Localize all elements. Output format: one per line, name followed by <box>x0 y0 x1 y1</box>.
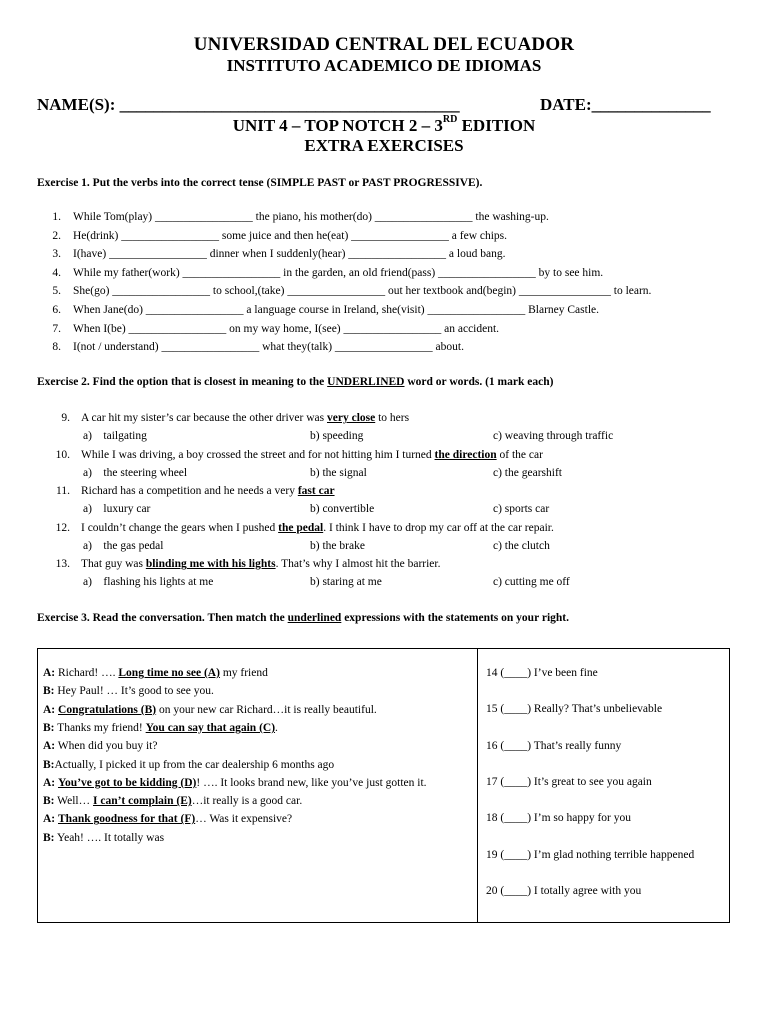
question-underlined: blinding me with his lights <box>145 558 276 571</box>
option-c: c) sports car <box>493 503 550 516</box>
question-text <box>81 485 335 497</box>
question-text-post: of the car <box>496 448 543 461</box>
conversation-text: Thanks my friend! <box>54 721 146 734</box>
option-c: c) cutting me off <box>493 576 570 589</box>
conversation-underlined-expression: I can’t complain (E) <box>92 795 192 808</box>
conversation-text-post: ! …. It looks brand new, like you’ve just gotten it. <box>196 776 427 789</box>
exercise1-item-number: 2. <box>52 229 61 242</box>
question-text-pre: I couldn’t change the gears when I pushed <box>81 521 279 534</box>
speaker-label: B: <box>43 758 55 771</box>
statement-item: 19 (____) I’m glad nothing terrible happened <box>486 848 695 861</box>
option-a: a) the steering wheel <box>83 466 188 479</box>
option-a: a) flashing his lights at me <box>83 576 214 589</box>
exercise3-instruction: Exercise 3. Read the conversation. Then match the underlined expressions with the statements on your right. <box>37 612 569 624</box>
statement-item: 18 (____) I’m so happy for you <box>486 812 632 825</box>
option-c: c) weaving through traffic <box>493 430 614 442</box>
question-text <box>81 558 441 570</box>
option-c: c) the gearshift <box>493 466 562 479</box>
conversation-line <box>43 777 427 789</box>
option-b: b) the brake <box>310 539 365 552</box>
date-field-label: DATE:______________ <box>540 95 711 114</box>
exercise1-item-number: 1. <box>52 211 61 223</box>
question-text-post: . That’s why I almost hit the barrier. <box>275 558 441 571</box>
option-a: a) luxury car <box>83 503 151 516</box>
speaker-label: B: <box>43 795 55 808</box>
conversation-text-post: . <box>275 721 278 734</box>
statement-item: 17 (____) It’s great to see you again <box>486 775 652 788</box>
question-underlined: fast car <box>297 485 335 498</box>
speaker-label: A: <box>43 703 56 716</box>
exercise1-item-text: While my father(work) _________________ in the garden, an old friend(pass) _________________ by to see him. <box>73 266 604 279</box>
question-text-pre: While I was driving, a boy crossed the street and for not hitting him I turned <box>81 448 435 461</box>
university-title: UNIVERSIDAD CENTRAL DEL ECUADOR <box>193 34 575 55</box>
option-a: a) tailgating <box>83 430 147 442</box>
exercise1-item-text: While Tom(play) _________________ the piano, his mother(do) _________________ the washing-up. <box>73 211 549 223</box>
question-text-post: to hers <box>375 412 410 424</box>
exercise1-item-number: 7. <box>52 322 61 335</box>
conversation-line <box>43 795 302 807</box>
question-text <box>81 412 409 424</box>
exercise1-item-text: I(not / understand) _________________ what they(talk) _________________ about. <box>73 341 464 354</box>
conversation-underlined-expression: Long time no see (A) <box>118 667 220 679</box>
conversation-line <box>43 704 377 716</box>
speaker-label: A: <box>43 813 56 826</box>
question-text-pre: Richard has a competition and he needs a very <box>81 485 298 498</box>
question-underlined: the direction <box>434 448 497 461</box>
conversation-line <box>43 685 214 697</box>
option-b: b) staring at me <box>310 576 382 589</box>
option-a: a) the gas pedal <box>83 539 164 552</box>
speaker-label: B: <box>43 685 55 698</box>
statement-item: 20 (____) I totally agree with you <box>486 884 642 897</box>
speaker-label: B: <box>43 831 55 844</box>
conversation-underlined-expression: Congratulations (B) <box>58 703 157 716</box>
question-text-pre: A car hit my sister’s car because the other driver was <box>81 412 327 424</box>
exercise1-item-text: She(go) _________________ to school,(take) _________________ out her textbook and(begin) ________________ to learn. <box>73 285 652 298</box>
exercise1-item-text: He(drink) _________________ some juice and then he(eat) _________________ a few chips. <box>73 229 508 242</box>
speaker-label: A: <box>43 667 56 679</box>
conversation-text: Well… <box>54 795 93 808</box>
institute-title: INSTITUTO ACADEMICO DE IDIOMAS <box>226 56 542 75</box>
conversation-underlined-expression: You’ve got to be kidding (D) <box>58 776 197 789</box>
conversation-line <box>43 667 268 679</box>
question-text-post: . I think I have to drop my car off at the car repair. <box>323 521 554 534</box>
name-field-label: NAME(S): ________________________________________ <box>37 95 460 114</box>
conversation-text: When did you buy it? <box>55 740 158 753</box>
conversation-text: Richard! …. <box>55 667 119 679</box>
exercise1-item-number: 5. <box>52 285 61 298</box>
conversation-text-post: on your new car Richard…it is really beautiful. <box>156 703 377 716</box>
statement-item: 14 (____) I’ve been fine <box>486 667 598 679</box>
question-text <box>81 522 554 534</box>
subtitle: EXTRA EXERCISES <box>304 136 464 155</box>
question-number: 10. <box>55 448 70 461</box>
unit-title: UNIT 4 – TOP NOTCH 2 – 3RD EDITION <box>232 114 536 135</box>
conversation-line <box>43 740 157 752</box>
question-number: 11. <box>56 485 70 498</box>
exercise1-item-text: I(have) _________________ dinner when I suddenly(hear) _________________ a loud bang. <box>73 248 506 261</box>
speaker-label: A: <box>43 776 56 789</box>
conversation-line <box>43 813 292 825</box>
conversation-line <box>43 832 164 844</box>
conversation-text: Yeah! …. It totally was <box>54 831 165 844</box>
option-b: b) the signal <box>310 466 367 479</box>
option-b: b) convertible <box>310 503 375 516</box>
exercise1-item-number: 3. <box>52 248 61 261</box>
conversation-line <box>43 722 278 734</box>
exercise2-instruction: Exercise 2. Find the option that is closest in meaning to the UNDERLINED word or words. (1 mark each) <box>37 376 554 388</box>
exercise1-item-number: 8. <box>52 341 61 354</box>
conversation-underlined-expression: You can say that again (C) <box>145 721 276 734</box>
conversation-text: Hey Paul! … It’s good to see you. <box>54 685 214 698</box>
question-number: 13. <box>55 558 70 571</box>
option-c: c) the clutch <box>493 539 550 552</box>
statement-item: 15 (____) Really? That’s unbelievable <box>486 703 663 716</box>
exercise1-item-number: 4. <box>52 266 61 279</box>
statement-item: 16 (____) That’s really funny <box>486 739 622 752</box>
conversation-text-post: …it really is a good car. <box>191 795 303 808</box>
unit-title-superscript: RD <box>442 114 458 125</box>
option-b: b) speeding <box>310 430 364 442</box>
conversation-text: Actually, I picked it up from the car dealership 6 months ago <box>54 758 335 771</box>
speaker-label: B: <box>43 721 55 734</box>
speaker-label: A: <box>43 740 56 753</box>
question-underlined: the pedal <box>278 521 324 534</box>
exercise1-item-number: 6. <box>52 304 61 316</box>
exercise1-item-text: When Jane(do) _________________ a language course in Ireland, she(visit) _________________ Blarney Castle. <box>73 304 600 316</box>
question-text-pre: That guy was <box>81 558 146 571</box>
conversation-text-post: … Was it expensive? <box>195 813 293 826</box>
exercise1-item-text: When I(be) _________________ on my way home, I(see) _________________ an accident. <box>73 322 500 335</box>
question-text <box>81 449 543 461</box>
conversation-underlined-expression: Thank goodness for that (F) <box>58 813 196 826</box>
conversation-text-post: my friend <box>219 667 268 679</box>
question-number: 9. <box>61 412 70 424</box>
exercise1-instruction: Exercise 1. Put the verbs into the correct tense (SIMPLE PAST or PAST PROGRESSIVE). <box>37 177 483 189</box>
question-underlined: very close <box>327 412 376 424</box>
exercise3-table-divider <box>477 648 478 923</box>
question-number: 12. <box>55 521 70 534</box>
conversation-line <box>43 759 334 771</box>
